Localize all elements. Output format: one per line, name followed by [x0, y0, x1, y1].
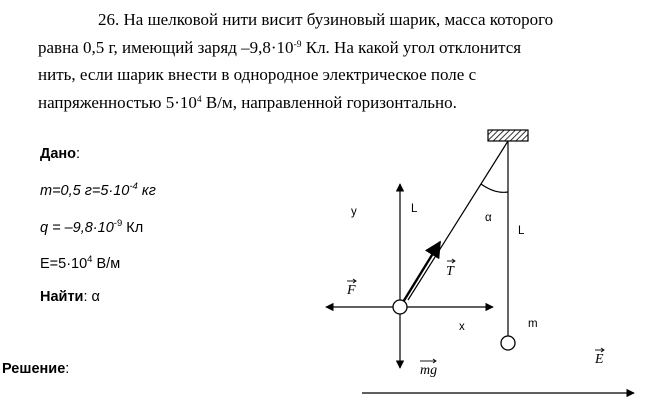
given-title: Дано:: [40, 146, 81, 162]
svg-text:mg: mg: [420, 363, 438, 378]
vector-f-label: [346, 279, 356, 298]
vector-t-label: [446, 259, 455, 279]
label-alpha: α: [485, 212, 492, 224]
vector-mg-label: [420, 359, 437, 378]
given-field: $E=5\cdot 10^4$ В/м: [40, 254, 121, 272]
given-mass: m=0,5 $г=5\cdot 10^{-4}$ кг: [40, 181, 156, 199]
angle-arc: [481, 184, 508, 192]
svg-text:E: E: [595, 352, 604, 367]
problem-line-4: напряженностью $5\cdot 10^4$ В/м, направленной горизонтально.: [38, 92, 457, 112]
problem-line-1: 26. На шелковой нити висит бузиновый шарик, масса которого: [98, 10, 554, 29]
svg-text:F: F: [347, 283, 356, 298]
given-charge: $q = -9,8\cdot 10^{-9}$ Кл: [40, 218, 144, 236]
label-m: m: [528, 318, 538, 330]
problem-line-2: равна 0,5 г, имеющий заряд $-9,8\cdot 10^{-9}$ Кл. На какой угол отклонится: [38, 37, 522, 57]
deflected-ball: [393, 300, 407, 314]
label-l-left: L: [411, 203, 418, 215]
ceiling-support: [488, 130, 528, 141]
deflected-string: [408, 141, 508, 300]
vector-e-label: [594, 348, 604, 367]
problem-number: 26.: [98, 10, 120, 29]
svg-text:T: T: [446, 264, 454, 279]
label-l-right: L: [518, 225, 525, 237]
label-x: x: [459, 321, 465, 333]
hanging-ball: [501, 336, 515, 350]
solution-heading: Решение:: [2, 361, 70, 377]
label-y: y: [351, 206, 357, 218]
problem-line-3: нить, если шарик внести в однородное электрическое поле с: [38, 65, 477, 84]
find-block: Найти: α: [40, 289, 100, 305]
tension-arrow: [400, 242, 440, 307]
